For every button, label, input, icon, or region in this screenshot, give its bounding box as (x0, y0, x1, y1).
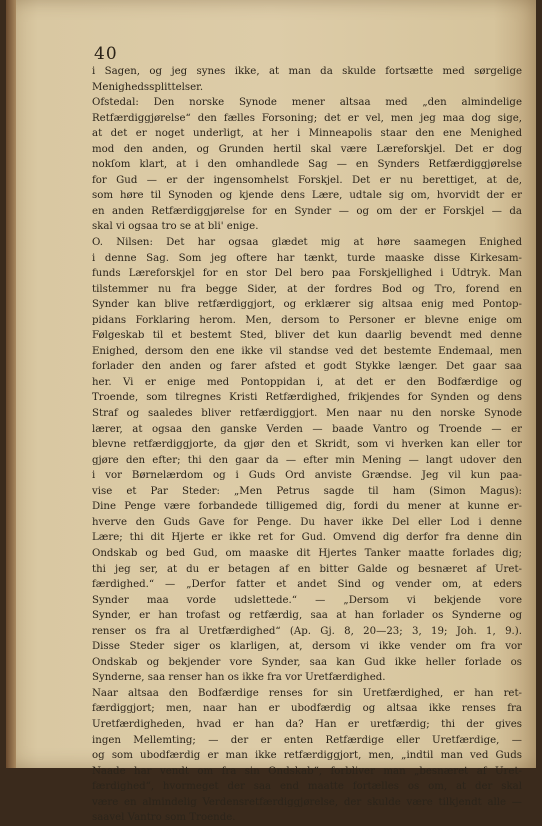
text-line: Ondskab og bekjender vore Synder, saa kan Gud ikke heller forlade os (92, 656, 522, 668)
text-line: blevne retfærdiggjorte, da gjør den et Skridt, som vi hverken kan eller tor (92, 439, 522, 451)
text-line: skal vi ogsaa tro se at bli' enige. (92, 221, 259, 233)
text-line: nokſom klart, at i den omhandlede Sag — en Synders Retfærdiggjørelse (92, 159, 522, 171)
text-line: Synder, er han trofast og retfærdig, saa at han forlader os Synderne og (92, 610, 522, 622)
text-line: som høre til Synoden og kjende dens Lære, udtale sig om, hvorvidt der er (92, 190, 522, 202)
text-line: Synder maa vorde udslettede.“ — „Dersom vi bekjende vore (92, 594, 522, 606)
text-line: Dine Penge være forbandede tilligemed dig, fordi du mener at kunne er- (92, 501, 522, 513)
text-line: Ondskab og bed Gud, om maaske dit Hjertes Tanker maatte forlades dig; (92, 547, 522, 559)
text-line: Ofstedal: Den norske Synode mener altsaa med „den almindelige (92, 97, 522, 109)
book-spine (6, 0, 16, 768)
text-line: renser os fra al Uretfærdighed“ (Ap. Gj. 8, 20—23; 3, 19; Joh. 1, 9.). (92, 625, 522, 637)
text-line: færdighed.“ — „Derfor fatter et andet Sind og vender om, at eders (92, 579, 522, 591)
text-line: gjøre den efter; thi den gaar da — efter min Mening — langt udover den (92, 454, 522, 466)
text-line: thi jeg ser, at du er betagen af en bitter Galde og besnæret af Uret- (92, 563, 522, 575)
text-line: Straf og saaledes bliver retfærdiggjort. Men naar nu den norske Synode (92, 408, 522, 420)
text-line: i vor Børnelærdom og i Guds Ord anviste Grændse. Jeg vil kun paa- (92, 470, 522, 482)
text-line: Enighed, dersom den ene ikke vil standse ved det bestemte Endemaal, men (92, 345, 522, 357)
text-line: i denne Sag. Som jeg oftere har tænkt, turde maaske disse Kirkesam- (92, 252, 522, 264)
text-line: Synder kan blive retfærdiggjort, og erklærer sig altsaa enig med Pontop- (92, 299, 522, 311)
text-line: saavel Vantro som Troende. (92, 812, 236, 824)
text-line: Troende, som tilregnes Kristi Retfærdighed, frikjendes for Synden og dens (92, 392, 522, 404)
text-line: færdiggjort; men, naar han er ubodfærdig og altsaa ikke renses fra (92, 703, 522, 715)
text-line: en anden Retfærdiggjørelse for en Synder — og om der er Forskjel — da (92, 205, 522, 217)
text-line: for Gud — er der ingensomhelst Forskjel. Det er nu berettiget, at de, (92, 174, 522, 186)
text-line: pidans Forklaring herom. Men, dersom to Personer er blevne enige om (92, 314, 522, 326)
text-line: i Sagen, og jeg synes ikke, at man da skulde fortsætte med sørgelige (92, 66, 522, 77)
text-line: Retfærdiggjørelse“ den fælles Forsoning; det er vel, men jeg maa dog sige, (92, 112, 522, 124)
text-line: O. Nilsen: Det har ogsaa glædet mig at høre saamegen Enighed (92, 237, 522, 249)
text-line: hverve den Guds Gave for Penge. Du haver ikke Del eller Lod i denne (92, 516, 522, 528)
text-line: Lære; thi dit Hjerte er ikke ret for Gud. Omvend dig derfor fra denne din (92, 532, 522, 544)
text-line: mod den anden, og Grunden hertil skal være Læreforskjel. Det er dog (92, 143, 522, 155)
text-line: lærer, at ogsaa den ganske Verden — baade Vantro og Troende — er (92, 423, 522, 435)
text-line: ingen Mellemting; — der er enten Retfærdige eller Uretfærdige, — (92, 734, 522, 746)
text-line: Menighedssplittelser. (92, 81, 204, 93)
book-page (6, 0, 536, 824)
page-number: 40 (94, 44, 118, 64)
text-line: at det er noget underligt, at her i Minneapolis staar den ene Menighed (92, 128, 522, 140)
text-line: tilstemmer nu fra begge Sider, at der fordres Bod og Tro, forend en (92, 283, 522, 295)
text-line: færdighed“, hvormeget der saa end maatte fortælles os om, at der skal (92, 781, 522, 793)
text-line: vise et Par Steder: „Men Petrus sagde til ham (Simon Magus): (92, 485, 522, 497)
text-line: og som ubodfærdig er man ikke retfærdiggjort, men, „indtil man ved Guds (92, 750, 522, 762)
text-line: her. Vi er enige med Pontoppidan i, at det er den Bodfærdige og (92, 376, 522, 388)
text-line: Synderne, saa renser han os ikke fra vor Uretfærdighed. (92, 672, 386, 684)
text-line: funds Læreforskjel for en stor Del bero paa Forskjellighed i Udtryk. Man (92, 268, 522, 280)
text-line: Naade har vendt om fra sin Ondskab“, forbliver man „besnæret af Uret- (92, 765, 522, 777)
text-line: være en almindelig Verdensretfærdiggjørelse, der skulde være tilkjendt alle — (92, 796, 522, 808)
text-line: Disse Steder siger os klarligen, at, dersom vi ikke vender om fra vor (92, 641, 522, 653)
text-line: Naar altsaa den Bodfærdige renses for sin Uretfærdighed, er han ret- (92, 687, 522, 699)
text-line: Uretfærdigheden, hvad er han da? Han er uretfærdig; thi der gives (92, 718, 522, 730)
body-text (92, 64, 522, 826)
text-line: Følgeskab til et bestemt Sted, bliver det kun daarlig bevendt med denne (92, 330, 522, 342)
text-line: forlader den anden og farer afsted et godt Stykke længer. Det gaar saa (92, 361, 522, 373)
